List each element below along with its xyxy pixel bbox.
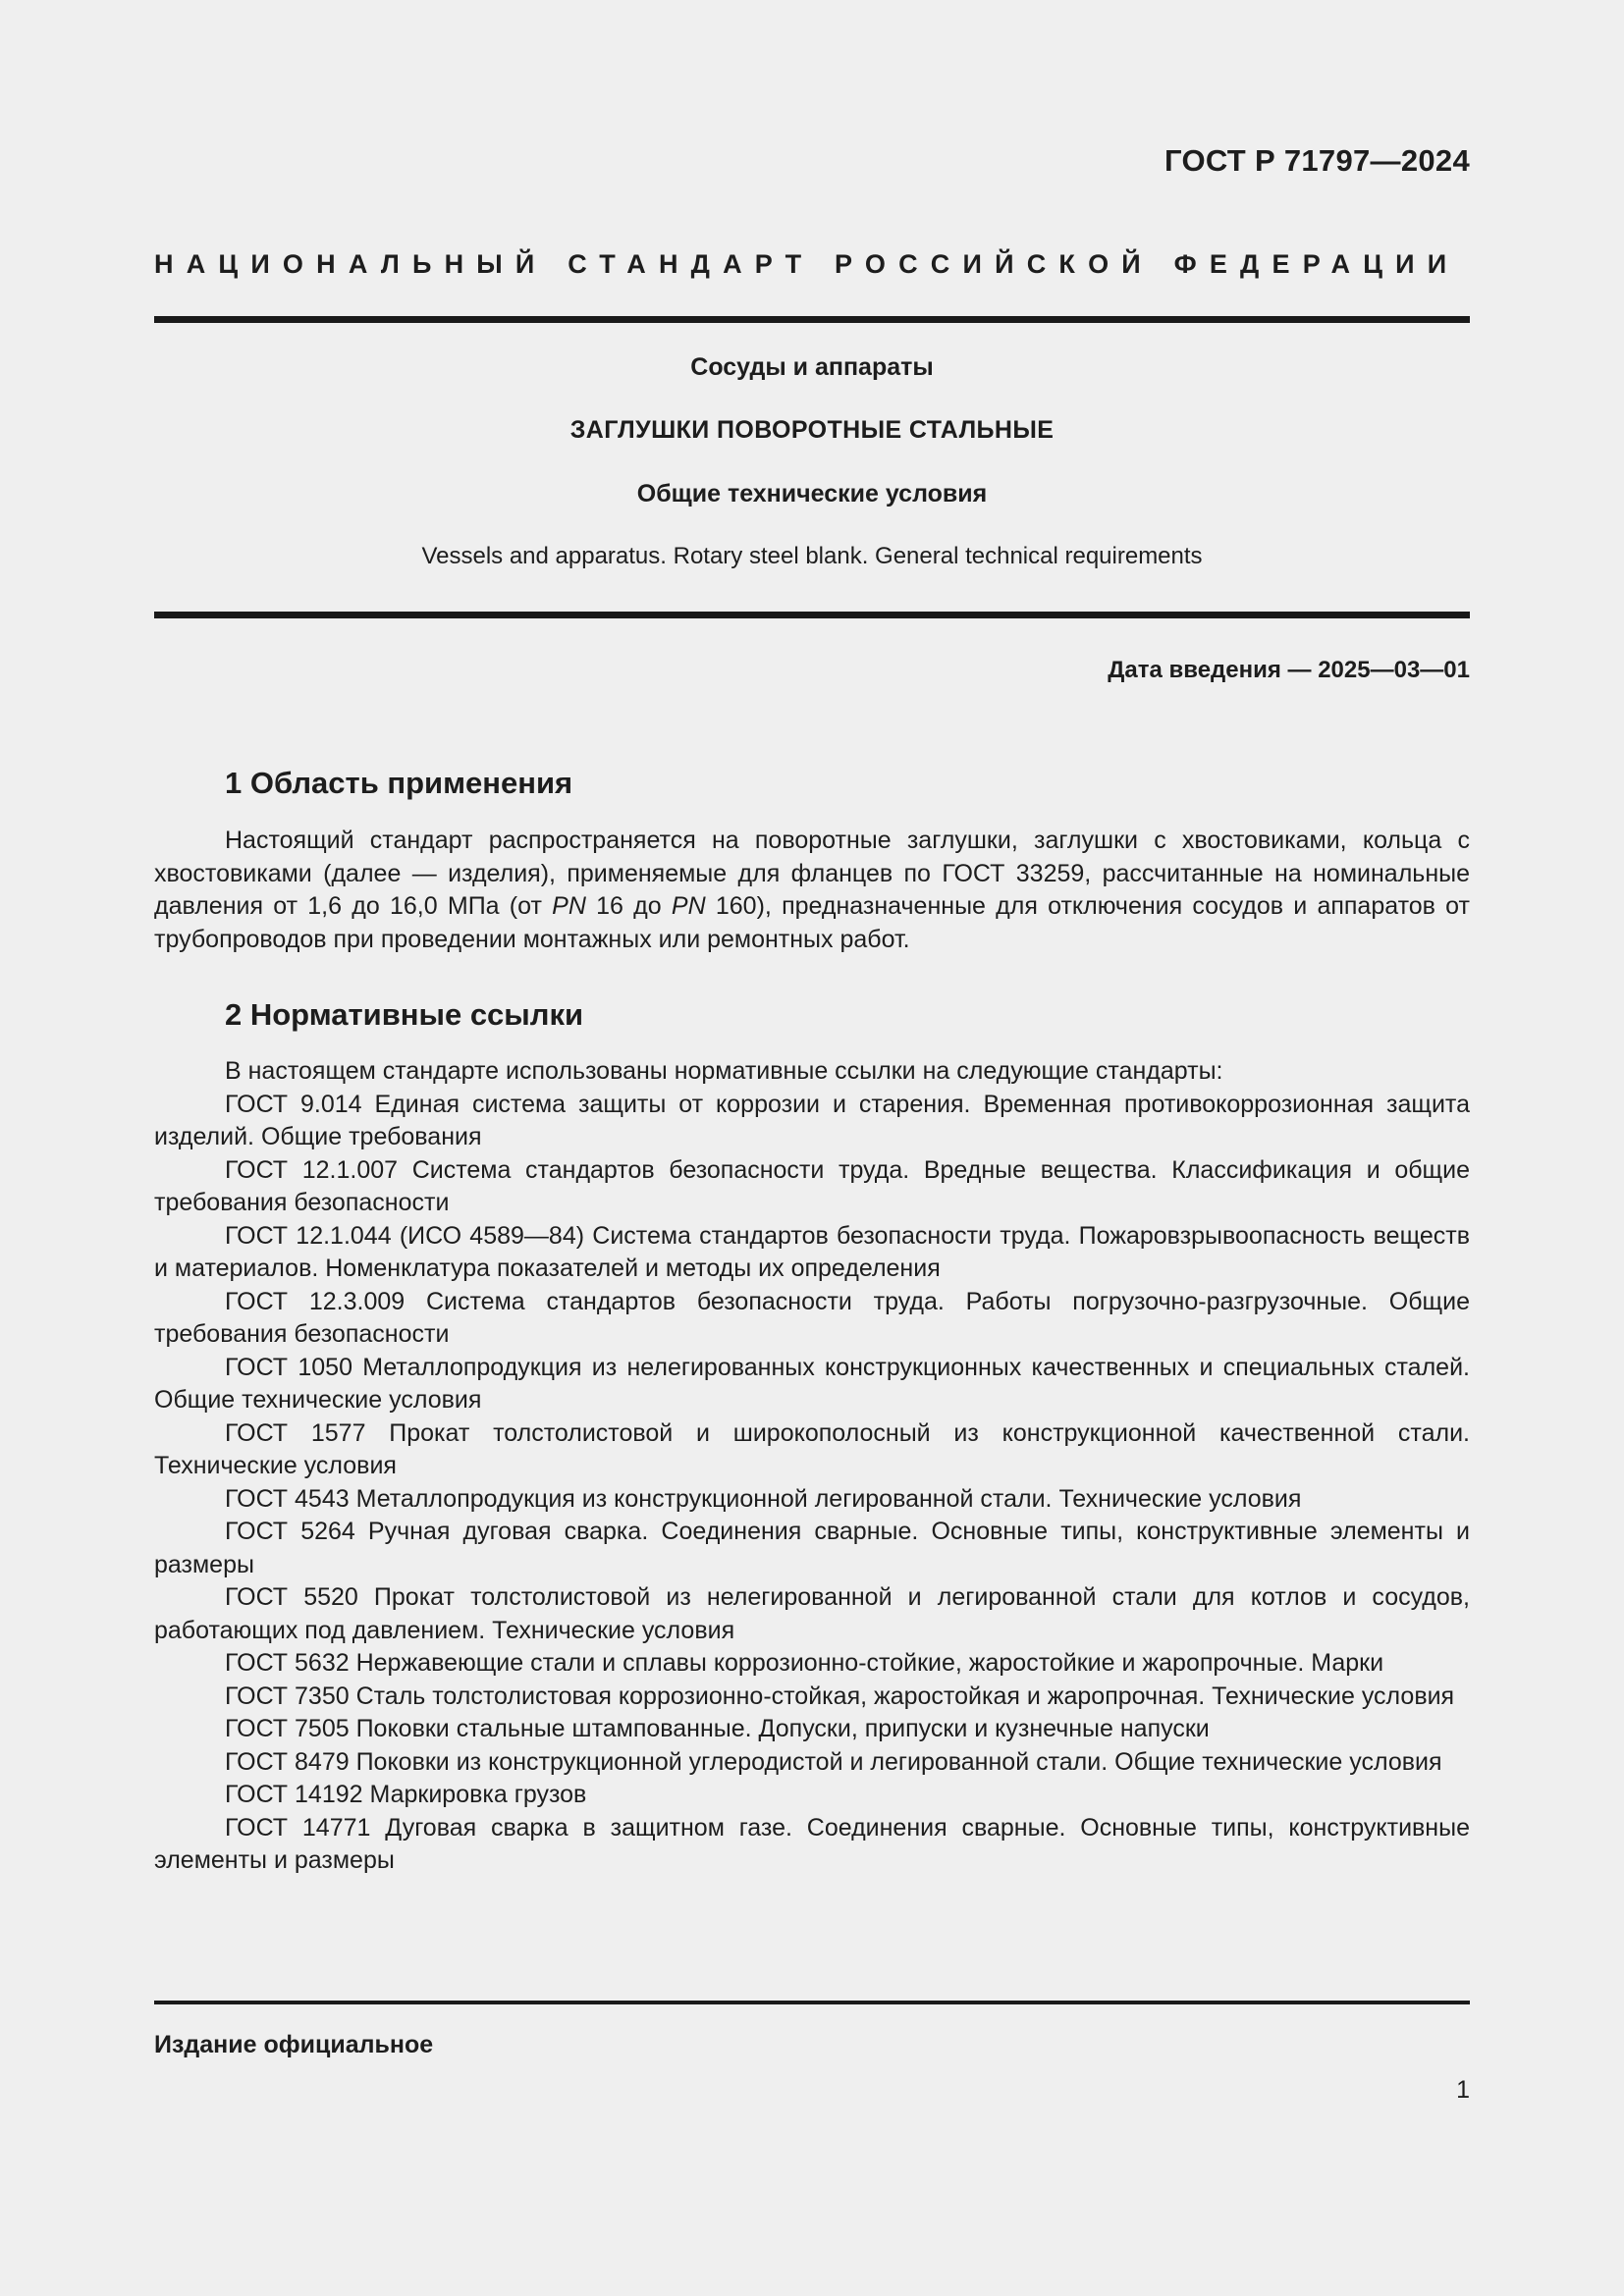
section-2-heading: 2 Нормативные ссылки bbox=[225, 997, 584, 1032]
document-subtitle: Общие технические условия bbox=[636, 480, 988, 507]
pn-symbol: PN bbox=[552, 892, 586, 920]
section-2-body bbox=[154, 1055, 1470, 1878]
reference-item: ГОСТ 12.1.044 (ИСО 4589—84) Система стандартов безопасности труда. Пожаровзрывоопасность веществ и материалов. Номенклатура показателей и методы их определения bbox=[154, 1221, 1470, 1282]
official-edition-label: Издание официальное bbox=[154, 2031, 434, 2058]
page-number: 1 bbox=[1456, 2076, 1470, 2104]
document-code: ГОСТ Р 71797—2024 bbox=[1164, 143, 1470, 178]
scope-text-part-a: Настоящий стандарт распространяется на поворотные заглушки, заглушки с хвостовиками, кольца с хвостовиками (далее — изделия), применяемые для фланцев по ГОСТ 33259, рассчитанные на номинальные давления от 1,6 до 16,0 МПа (от bbox=[154, 827, 1470, 920]
reference-item: ГОСТ 5264 Ручная дуговая сварка. Соединения сварные. Основные типы, конструктивные элементы и размеры bbox=[154, 1518, 1470, 1578]
reference-item: ГОСТ 1577 Прокат толстолистовой и широкополосный из конструкционной качественной стали. Технические условия bbox=[154, 1418, 1470, 1479]
section-1-heading: 1 Область применения bbox=[225, 766, 573, 800]
document-page bbox=[154, 0, 1470, 2296]
title-block-divider bbox=[154, 612, 1470, 618]
pn-symbol: PN bbox=[671, 892, 706, 920]
header-divider bbox=[154, 316, 1470, 323]
reference-item: ГОСТ 4543 Металлопродукция из конструкционной легированной стали. Технические условия bbox=[225, 1484, 1302, 1513]
document-subject: Сосуды и аппараты bbox=[690, 353, 934, 381]
national-standard-title: НАЦИОНАЛЬНЫЙ СТАНДАРТ РОССИЙСКОЙ ФЕДЕРАЦИИ bbox=[154, 249, 1460, 279]
section-1-body bbox=[154, 825, 1470, 956]
reference-item: ГОСТ 12.3.009 Система стандартов безопасности труда. Работы погрузочно-разгрузочные. Общие требования безопасности bbox=[154, 1287, 1470, 1348]
document-main-title: ЗАГЛУШКИ ПОВОРОТНЫЕ СТАЛЬНЫЕ bbox=[569, 416, 1055, 444]
reference-item: ГОСТ 1050 Металлопродукция из нелегированных конструкционных качественных и специальных сталей. Общие технические условия bbox=[154, 1353, 1470, 1414]
reference-item: ГОСТ 12.1.007 Система стандартов безопасности труда. Вредные вещества. Классификация и общие требования безопасности bbox=[154, 1155, 1470, 1216]
reference-item: ГОСТ 7505 Поковки стальные штампованные. Допуски, припуски и кузнечные напуски bbox=[225, 1715, 1210, 1742]
scope-text-part-c: 160), предназначенные для отключения сосудов и аппаратов от трубопроводов при проведении монтажных или ремонтных работ. bbox=[154, 892, 1470, 953]
reference-item: ГОСТ 5632 Нержавеющие стали и сплавы коррозионно-стойкие, жаростойкие и жаропрочные. Марки bbox=[225, 1649, 1384, 1677]
english-title: Vessels and apparatus. Rotary steel blank. General technical requirements bbox=[421, 543, 1203, 569]
scope-text-part-b: 16 до bbox=[585, 892, 672, 920]
reference-item: ГОСТ 5520 Прокат толстолистовой из нелегированной и легированной стали для котлов и сосудов, работающих под давлением. Технические условия bbox=[154, 1583, 1470, 1644]
reference-item: ГОСТ 14192 Маркировка грузов bbox=[225, 1781, 587, 1808]
references-intro: В настоящем стандарте использованы нормативные ссылки на следующие стандарты: bbox=[225, 1057, 1223, 1085]
footer-divider bbox=[154, 2001, 1470, 2004]
reference-item: ГОСТ 8479 Поковки из конструкционной углеродистой и легированной стали. Общие технические условия bbox=[225, 1747, 1442, 1776]
reference-item: ГОСТ 7350 Сталь толстолистовая коррозионно-стойкая, жаростойкая и жаропрочная. Технические условия bbox=[225, 1682, 1455, 1710]
reference-item: ГОСТ 9.014 Единая система защиты от коррозии и старения. Временная противокоррозионная защита изделий. Общие требования bbox=[154, 1090, 1470, 1150]
scope-paragraph bbox=[154, 825, 1470, 956]
introduction-date: Дата введения — 2025—03—01 bbox=[1108, 657, 1470, 683]
reference-item: ГОСТ 14771 Дуговая сварка в защитном газе. Соединения сварные. Основные типы, конструктивные элементы и размеры bbox=[154, 1813, 1470, 1874]
